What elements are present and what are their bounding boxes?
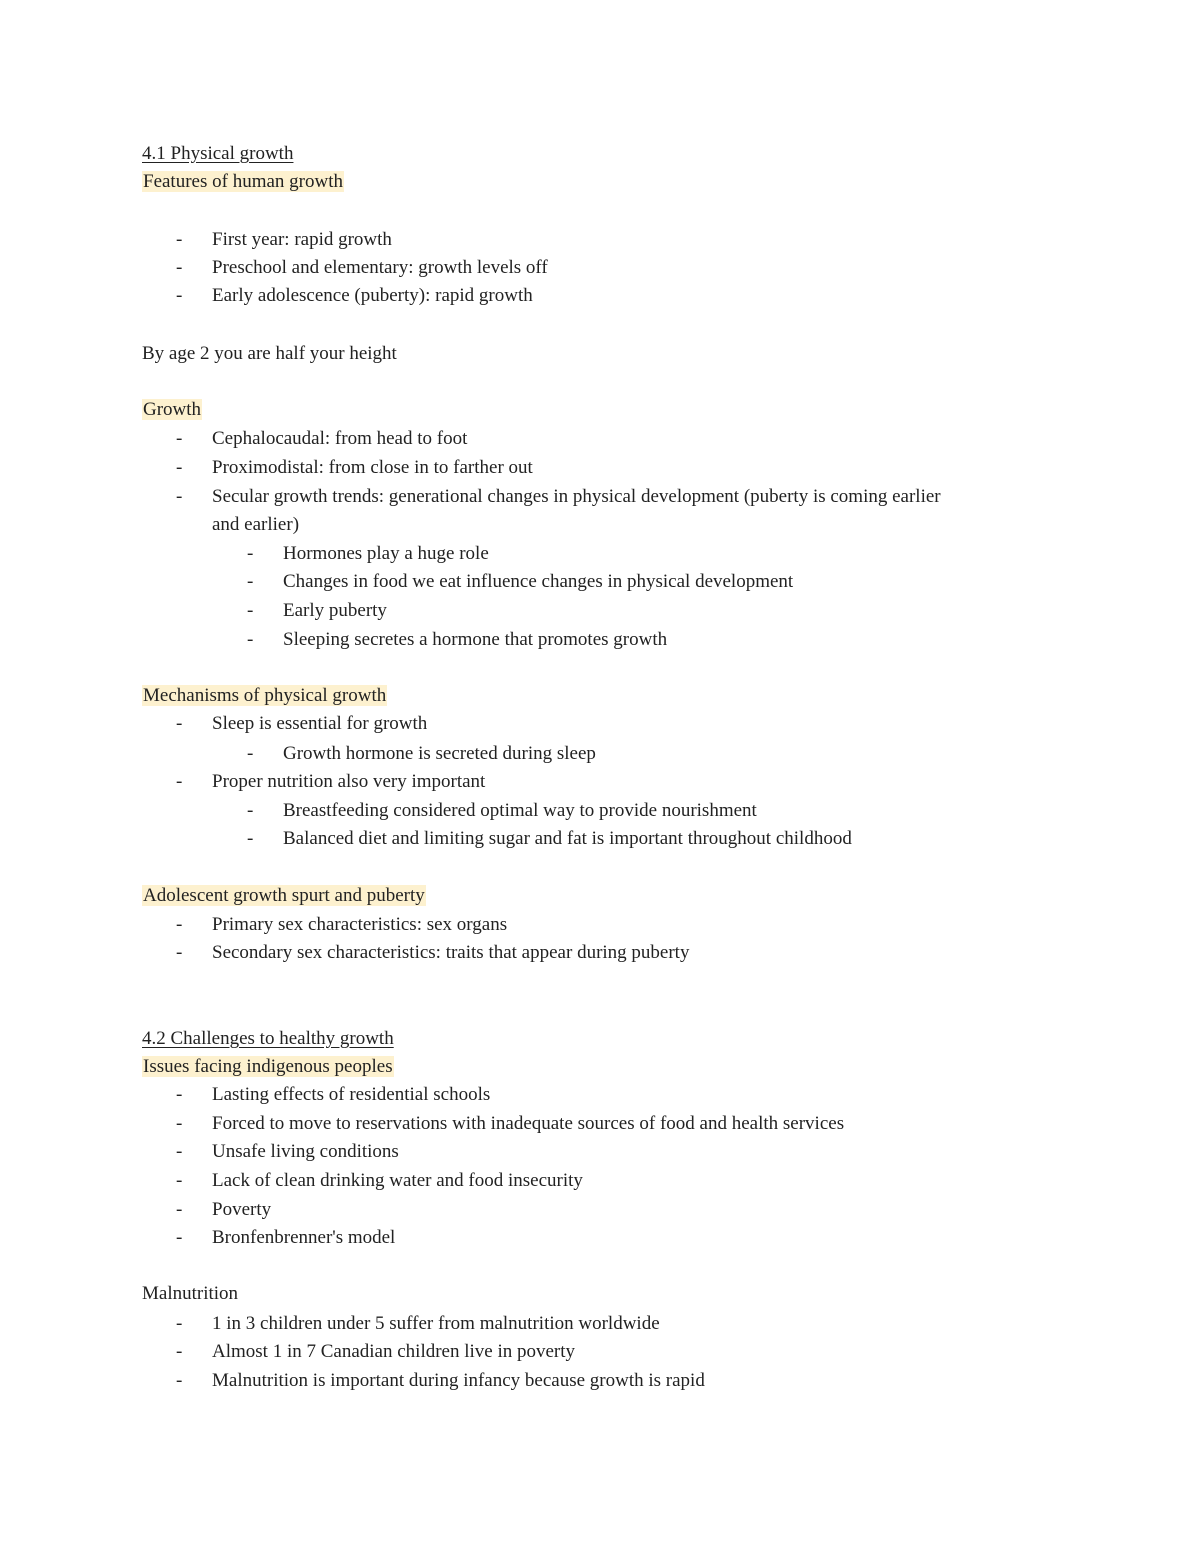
sub-bullet: -: [247, 571, 254, 592]
list-item: First year: rapid growth: [212, 229, 392, 250]
bullet: -: [176, 457, 183, 478]
list-item: Cephalocaudal: from head to foot: [212, 428, 468, 449]
list-item: Preschool and elementary: growth levels off: [212, 257, 548, 278]
section-title-text: 4.2 Challenges to healthy growth: [142, 1028, 394, 1049]
list-item: Secular growth trends: generational changes in physical development (puberty is coming earlier: [212, 486, 941, 507]
list-item: Proper nutrition also very important: [212, 771, 486, 792]
sub-list-item: Early puberty: [283, 600, 387, 621]
subheading: Malnutrition: [142, 1283, 239, 1304]
bullet: -: [176, 229, 183, 250]
sub-list-item: Hormones play a huge role: [283, 543, 489, 564]
subheading-text: Issues facing indigenous peoples: [143, 1056, 393, 1077]
bullet: -: [176, 1084, 183, 1105]
list-item: Poverty: [212, 1199, 272, 1220]
sub-bullet: -: [247, 800, 254, 821]
sub-bullet: -: [247, 629, 254, 650]
bullet: -: [176, 1170, 183, 1191]
subheading-text: Features of human growth: [143, 171, 343, 192]
list-item-continuation: and earlier): [212, 514, 300, 535]
section-title: [142, 140, 293, 168]
sub-list-item: Breastfeeding considered optimal way to provide nourishment: [283, 800, 757, 821]
subheading-text: Adolescent growth spurt and puberty: [143, 885, 425, 906]
bullet: -: [176, 914, 183, 935]
bullet: -: [176, 713, 183, 734]
bullet: -: [176, 285, 183, 306]
list-item: Early adolescence (puberty): rapid growth: [212, 285, 533, 306]
section-title: [142, 1025, 394, 1053]
list-item: Secondary sex characteristics: traits that appear during puberty: [212, 942, 690, 963]
sub-list-item: Sleeping secretes a hormone that promotes growth: [283, 629, 668, 650]
subheading: [142, 682, 387, 710]
sub-list-item: Changes in food we eat influence changes in physical development: [283, 571, 794, 592]
subheading: [142, 1053, 394, 1081]
list-item: Primary sex characteristics: sex organs: [212, 914, 508, 935]
list-item: Malnutrition is important during infancy because growth is rapid: [212, 1370, 705, 1391]
bullet: -: [176, 1341, 183, 1362]
paragraph: By age 2 you are half your height: [142, 343, 397, 364]
bullet: -: [176, 1113, 183, 1134]
bullet: -: [176, 1313, 183, 1334]
subheading: [142, 168, 344, 196]
list-item: Forced to move to reservations with inadequate sources of food and health services: [212, 1113, 845, 1134]
list-item: Bronfenbrenner's model: [212, 1227, 396, 1248]
bullet: -: [176, 1370, 183, 1391]
bullet: -: [176, 942, 183, 963]
bullet: -: [176, 1199, 183, 1220]
bullet: -: [176, 257, 183, 278]
subheading: [142, 396, 202, 424]
bullet: -: [176, 1141, 183, 1162]
list-item: Proximodistal: from close in to farther out: [212, 457, 533, 478]
bullet: -: [176, 428, 183, 449]
list-item: 1 in 3 children under 5 suffer from malnutrition worldwide: [212, 1313, 660, 1334]
list-item: Sleep is essential for growth: [212, 713, 428, 734]
subheading: [142, 882, 426, 910]
sub-bullet: -: [247, 543, 254, 564]
bullet: -: [176, 1227, 183, 1248]
sub-list-item: Balanced diet and limiting sugar and fat is important throughout childhood: [283, 828, 852, 849]
subheading-text: Growth: [143, 399, 202, 420]
subheading-text: Mechanisms of physical growth: [143, 685, 387, 706]
list-item: Unsafe living conditions: [212, 1141, 399, 1162]
sub-bullet: -: [247, 600, 254, 621]
bullet: -: [176, 486, 183, 507]
section-title-text: 4.1 Physical growth: [142, 143, 294, 164]
list-item: Lasting effects of residential schools: [212, 1084, 491, 1105]
list-item: Almost 1 in 7 Canadian children live in poverty: [212, 1341, 576, 1362]
list-item: Lack of clean drinking water and food insecurity: [212, 1170, 583, 1191]
sub-bullet: -: [247, 828, 254, 849]
bullet: -: [176, 771, 183, 792]
sub-bullet: -: [247, 743, 254, 764]
sub-list-item: Growth hormone is secreted during sleep: [283, 743, 596, 764]
